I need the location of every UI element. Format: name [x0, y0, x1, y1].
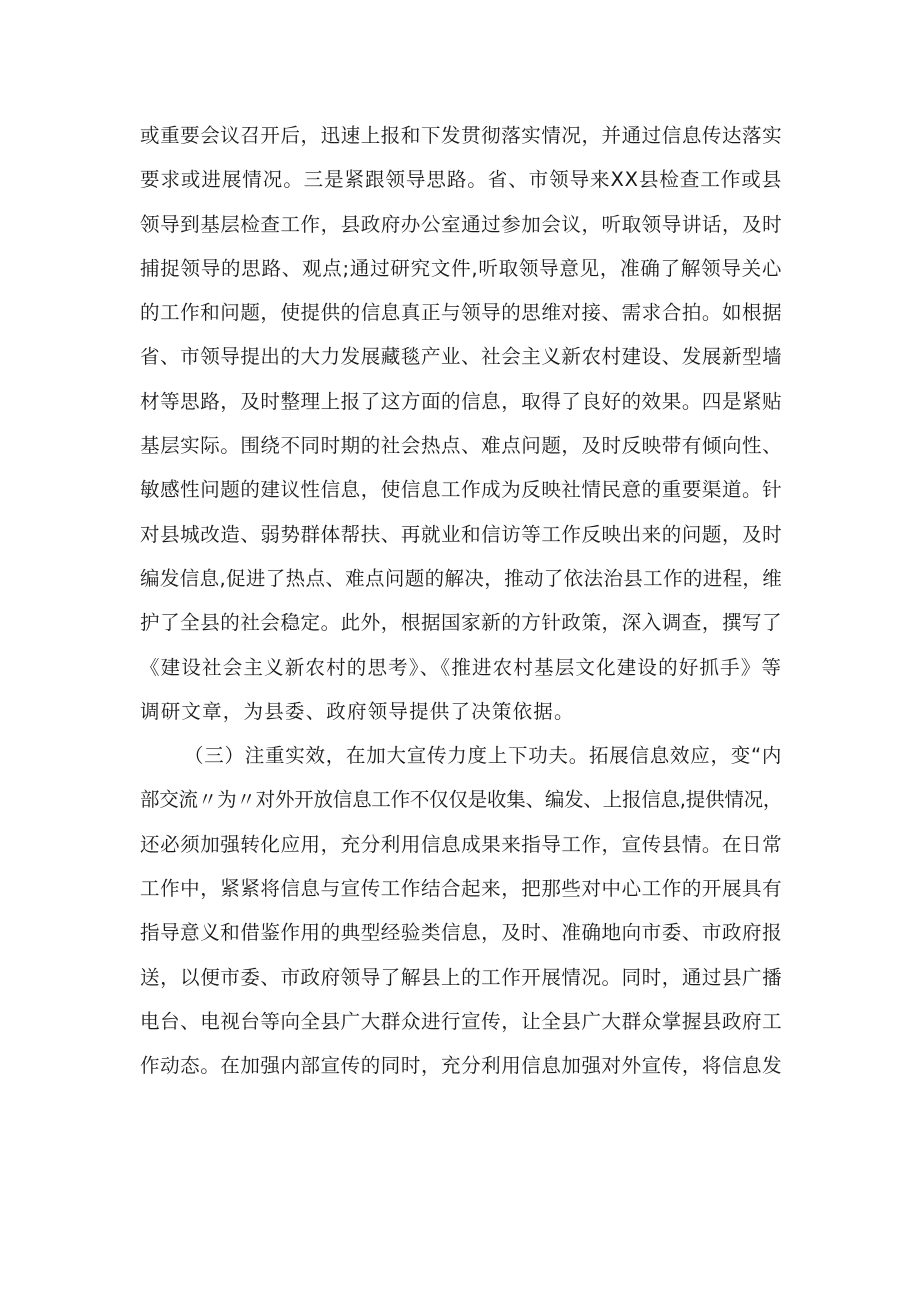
text-line-22: 作动态。在加强内部宣传的同时，充分利用信息加强对外宣传，将信息发 — [140, 1054, 782, 1078]
text-line-1: 或重要会议召开后，迅速上报和下发贯彻落实情况，并通过信息传达落实 — [140, 124, 782, 147]
text-line-15: （三）注重实效，在加大宣传力度上下功夫。拓展信息效应，变“内 — [184, 744, 782, 768]
text-line-3: 领导到基层检查工作，县政府办公室通过参加会议，听取领导讲话，及时 — [140, 212, 782, 236]
text-line-2: 要求或进展情况。三是紧跟领导思路。省、市领导来XX县检查工作或县 — [140, 168, 782, 192]
text-line-4: 捕捉领导的思路、观点;通过研究文件,听取领导意见，准确了解领导关心 — [140, 256, 782, 280]
text-line-10: 对县城改造、弱势群体帮扶、再就业和信访等工作反映出来的问题，及时 — [140, 522, 782, 546]
text-line-6: 省、市领导提出的大力发展藏毯产业、社会主义新农村建设、发展新型墙 — [140, 345, 782, 369]
text-line-12: 护了全县的社会稳定。此外，根据国家新的方针政策，深入调查，撰写了 — [140, 611, 782, 635]
document-body — [140, 114, 782, 1089]
text-line-20: 送，以便市委、市政府领导了解县上的工作开展情况。同时，通过县广播 — [140, 965, 782, 989]
text-line-14: 调研文章，为县委、政府领导提供了决策依据。 — [140, 699, 575, 723]
text-line-9: 敏感性问题的建议性信息，使信息工作成为反映社情民意的重要渠道。针 — [140, 478, 782, 502]
text-line-11: 编发信息,促进了热点、难点问题的解决，推动了依法治县工作的进程，维 — [140, 566, 782, 590]
text-line-13: 《建设社会主义新农村的思考》、《推进农村基层文化建设的好抓手》等 — [140, 655, 782, 679]
text-line-16: 部交流〃为〃对外开放信息工作不仅仅是收集、编发、上报信息,提供情况， — [140, 788, 782, 812]
text-line-5: 的工作和问题，使提供的信息真正与领导的思维对接、需求合拍。如根据 — [140, 301, 782, 325]
text-line-18: 工作中，紧紧将信息与宣传工作结合起来，把那些对中心工作的开展具有 — [140, 877, 782, 901]
text-line-19: 指导意义和借鉴作用的典型经验类信息，及时、准确地向市委、市政府报 — [140, 921, 782, 945]
text-line-17: 还必须加强转化应用，充分利用信息成果来指导工作，宣传县情。在日常 — [140, 832, 782, 856]
text-line-7: 材等思路，及时整理上报了这方面的信息，取得了良好的效果。四是紧贴 — [140, 389, 782, 413]
text-line-21: 电台、电视台等向全县广大群众进行宣传，让全县广大群众掌握县政府工 — [140, 1009, 782, 1033]
text-line-8: 基层实际。围绕不同时期的社会热点、难点问题，及时反映带有倾向性、 — [140, 434, 782, 458]
